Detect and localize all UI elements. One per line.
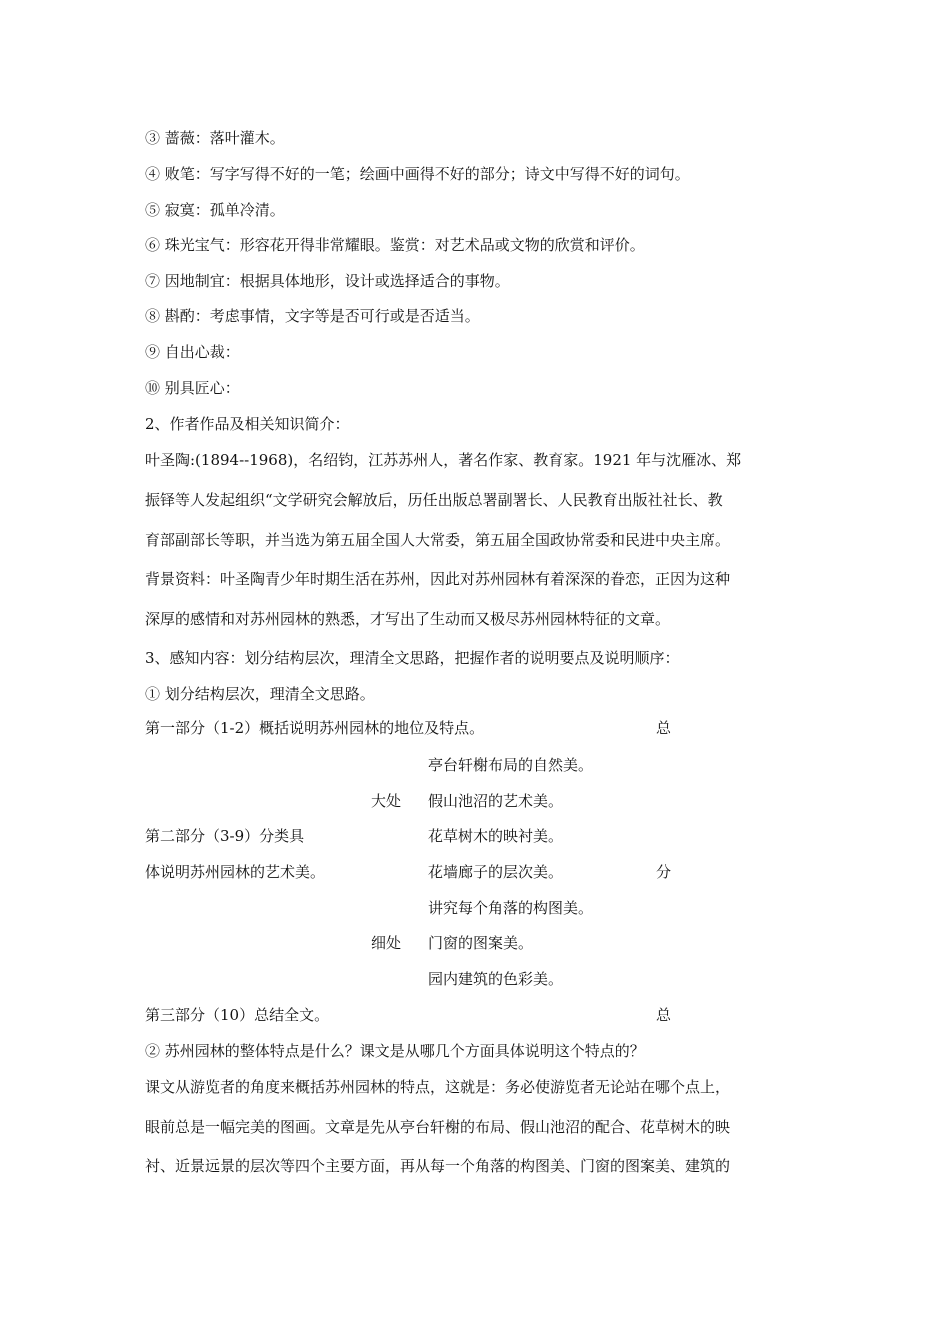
structure-part-1: 第一部分（1-2）概括说明苏州园林的地位及特点。 bbox=[145, 719, 485, 737]
vocab-item: ⑦ 因地制宜：根据具体地形，设计或选择适合的事物。 bbox=[145, 272, 510, 290]
structure-part-3: 第三部分（10）总结全文。 bbox=[145, 1006, 330, 1024]
background-line: 深厚的感情和对苏州园林的熟悉，才写出了生动而又极尽苏州园林特征的文章。 bbox=[145, 610, 671, 628]
detail-item: 讲究每个角落的构图美。 bbox=[428, 899, 594, 917]
big-item: 花草树木的映衬美。 bbox=[428, 827, 564, 845]
vocab-item: ⑩ 别具匠心： bbox=[145, 379, 240, 397]
vocab-item: ④ 败笔：写字写得不好的一笔；绘画中画得不好的部分；诗文中写得不好的词句。 bbox=[145, 165, 690, 183]
structure-part-2-line2: 体说明苏州园林的艺术美。 bbox=[145, 863, 326, 881]
big-item: 假山池沼的艺术美。 bbox=[428, 792, 564, 810]
big-label: 大处 bbox=[371, 792, 402, 810]
vocab-item: ⑧ 斟酌：考虑事情，文字等是否可行或是否适当。 bbox=[145, 307, 480, 325]
detail-item: 园内建筑的色彩美。 bbox=[428, 970, 564, 988]
vocab-item: ⑨ 自出心裁： bbox=[145, 343, 240, 361]
part-1-mark: 总 bbox=[656, 719, 672, 737]
vocab-item: ③ 蔷薇：落叶灌木。 bbox=[145, 129, 285, 147]
author-bio-line: 育部副部长等职，并当选为第五届全国人大常委，第五届全国政协常委和民进中央主席。 bbox=[145, 531, 731, 549]
structure-part-2-line1: 第二部分（3-9）分类具 bbox=[145, 827, 305, 845]
answer-line: 眼前总是一幅完美的图画。文章是先从亭台轩榭的布局、假山池沼的配合、花草树木的映 bbox=[145, 1118, 731, 1136]
part-2-mark: 分 bbox=[656, 863, 672, 881]
vocab-item: ⑤ 寂寞：孤单冷清。 bbox=[145, 201, 285, 219]
author-bio-line: 叶圣陶:(1894--1968)，名绍钧，江苏苏州人，著名作家、教育家。1921 年与沈雁冰、郑 bbox=[145, 451, 742, 469]
answer-line: 衬、近景远景的层次等四个主要方面，再从每一个角落的构图美、门窗的图案美、建筑的 bbox=[145, 1157, 731, 1175]
author-bio-line: 振铎等人发起组织“文学研究会解放后，历任出版总署副署长、人民教育出版社社长、教 bbox=[145, 491, 723, 509]
detail-item: 门窗的图案美。 bbox=[428, 934, 534, 952]
vocab-item: ⑥ 珠光宝气：形容花开得非常耀眼。鉴赏：对艺术品或文物的欣赏和评价。 bbox=[145, 236, 645, 254]
part-3-mark: 总 bbox=[656, 1006, 672, 1024]
question-1: ① 划分结构层次，理清全文思路。 bbox=[145, 685, 375, 703]
big-item: 花墙廊子的层次美。 bbox=[428, 863, 564, 881]
question-2: ② 苏州园林的整体特点是什么？课文是从哪几个方面具体说明这个特点的？ bbox=[145, 1042, 645, 1060]
big-item: 亭台轩榭布局的自然美。 bbox=[428, 756, 594, 774]
detail-label: 细处 bbox=[371, 934, 402, 952]
background-line: 背景资料：叶圣陶青少年时期生活在苏州，因此对苏州园林有着深深的眷恋，正因为这种 bbox=[145, 570, 731, 588]
section-heading: 3、感知内容：划分结构层次，理清全文思路，把握作者的说明要点及说明顺序： bbox=[145, 649, 680, 667]
section-heading: 2、作者作品及相关知识简介： bbox=[145, 415, 350, 433]
answer-line: 课文从游览者的角度来概括苏州园林的特点，这就是：务必使游览者无论站在哪个点上， bbox=[145, 1078, 731, 1096]
